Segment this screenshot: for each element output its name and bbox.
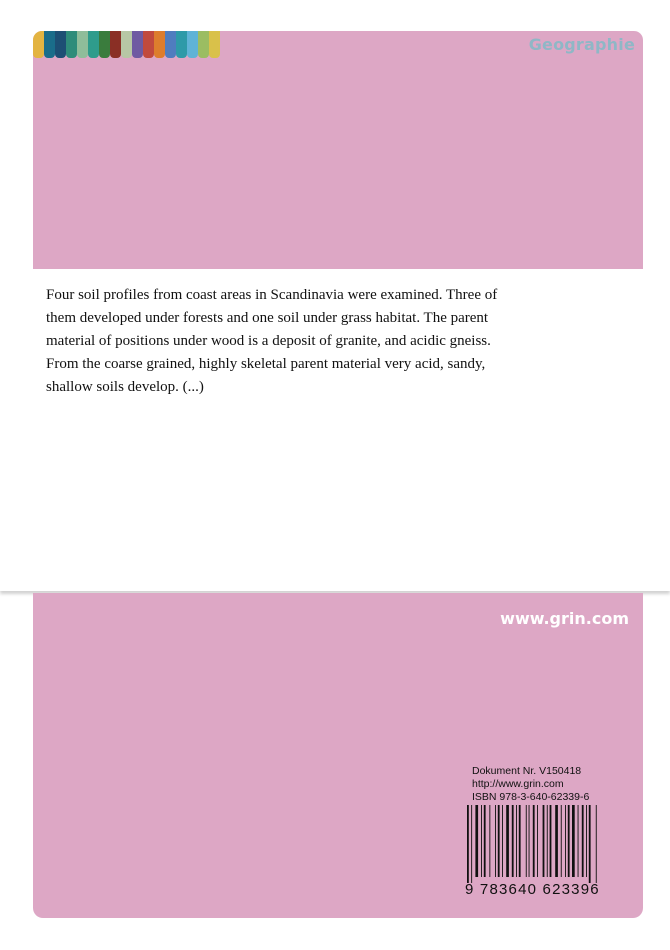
- color-stripe: [66, 31, 77, 58]
- color-stripe: [154, 31, 165, 58]
- color-stripe: [33, 31, 44, 58]
- category-label: Geographie: [528, 35, 635, 54]
- document-number: Dokument Nr. V150418: [472, 765, 582, 777]
- document-info: [472, 765, 589, 804]
- bottom-cover-panel: [33, 593, 643, 918]
- color-stripe: [77, 31, 88, 58]
- color-stripe-strip: [33, 31, 220, 58]
- color-stripe: [143, 31, 154, 58]
- abstract-text: Four soil profiles from coast areas in Scandinavia were examined. Three of them developed under forests and one soil under grass habitat. The parent material of positions under wood is a deposit of granite, and acidic gneiss. From the coarse grained, highly skeletal parent material very acid, sandy, shallow soils develop. (...): [46, 287, 498, 395]
- document-url[interactable]: http://www.grin.com: [472, 778, 564, 790]
- color-stripe: [121, 31, 132, 58]
- color-stripe: [165, 31, 176, 58]
- color-stripe: [44, 31, 55, 58]
- color-stripe: [209, 31, 220, 58]
- color-stripe: [187, 31, 198, 58]
- color-stripe: [198, 31, 209, 58]
- color-stripe: [110, 31, 121, 58]
- color-stripe: [55, 31, 66, 58]
- color-stripe: [132, 31, 143, 58]
- abstract-area: [0, 269, 670, 591]
- color-stripe: [99, 31, 110, 58]
- isbn: ISBN 978-3-640-62339-6: [472, 791, 590, 803]
- color-stripe: [88, 31, 99, 58]
- top-cover-panel: [33, 31, 643, 269]
- barcode-number: 9 783640 623396: [465, 881, 600, 898]
- barcode-icon: [465, 805, 635, 883]
- website-label[interactable]: www.grin.com: [500, 609, 629, 628]
- color-stripe: [176, 31, 187, 58]
